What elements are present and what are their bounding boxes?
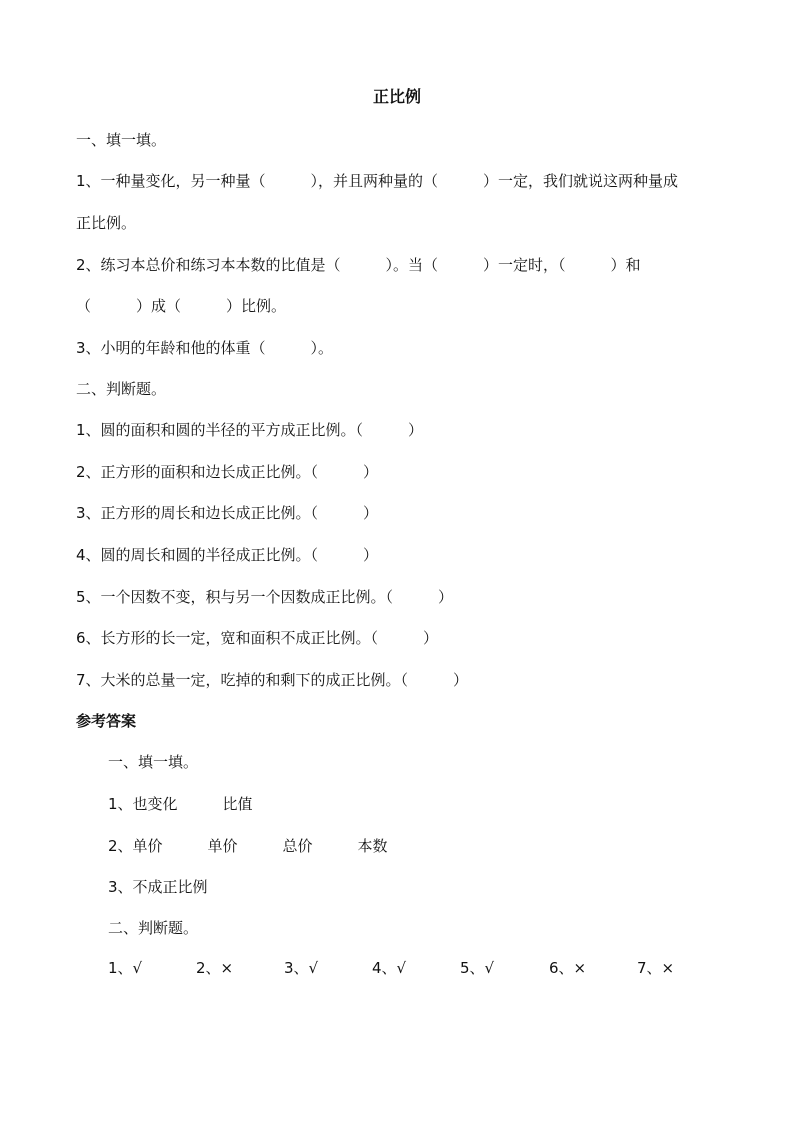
answer-3: 3、不成正比例 <box>108 878 208 896</box>
answers-judge-heading: 二、判断题。 <box>108 919 199 937</box>
judge-item-3: 3、正方形的周长和边长成正比例。（ ） <box>76 504 379 522</box>
judge-item-7: 7、大米的总量一定，吃掉的和剩下的成正比例。（ ） <box>76 671 469 689</box>
section1-heading: 一、填一填。 <box>76 131 167 149</box>
judge-answer-3: 3、√ <box>284 959 319 977</box>
answers-heading: 参考答案 <box>76 712 137 730</box>
judge-item-6: 6、长方形的长一定，宽和面积不成正比例。（ ） <box>76 629 439 647</box>
judge-answer-5: 5、√ <box>460 959 495 977</box>
answer-2: 2、单价 单价 总价 本数 <box>108 837 388 855</box>
judge-item-5: 5、一个因数不变，积与另一个因数成正比例。（ ） <box>76 588 454 606</box>
question-3: 3、小明的年龄和他的体重（ ）。 <box>76 339 334 357</box>
judge-item-1: 1、圆的面积和圆的半径的平方成正比例。（ ） <box>76 421 424 439</box>
question-2-line1: 2、练习本总价和练习本本数的比值是（ ）。当（ ）一定时，（ ）和 <box>76 256 641 274</box>
question-1-line1: 1、一种量变化，另一种量（ ），并且两种量的（ ）一定，我们就说这两种量成 <box>76 172 679 190</box>
judge-answer-4: 4、√ <box>372 959 407 977</box>
section2-heading: 二、判断题。 <box>76 380 167 398</box>
judge-answer-2: 2、× <box>196 959 234 977</box>
judge-item-4: 4、圆的周长和圆的半径成正比例。（ ） <box>76 546 379 564</box>
page-title: 正比例 <box>372 87 421 106</box>
judge-answer-6: 6、× <box>549 959 587 977</box>
question-1-line2: 正比例。 <box>76 214 137 232</box>
judge-answer-1: 1、√ <box>108 959 143 977</box>
answers-fill-heading: 一、填一填。 <box>108 753 199 771</box>
judge-answer-7: 7、× <box>637 959 675 977</box>
question-2-line2: （ ）成（ ）比例。 <box>76 297 287 315</box>
answer-1: 1、也变化 比值 <box>108 795 253 813</box>
judge-item-2: 2、正方形的面积和边长成正比例。（ ） <box>76 463 379 481</box>
